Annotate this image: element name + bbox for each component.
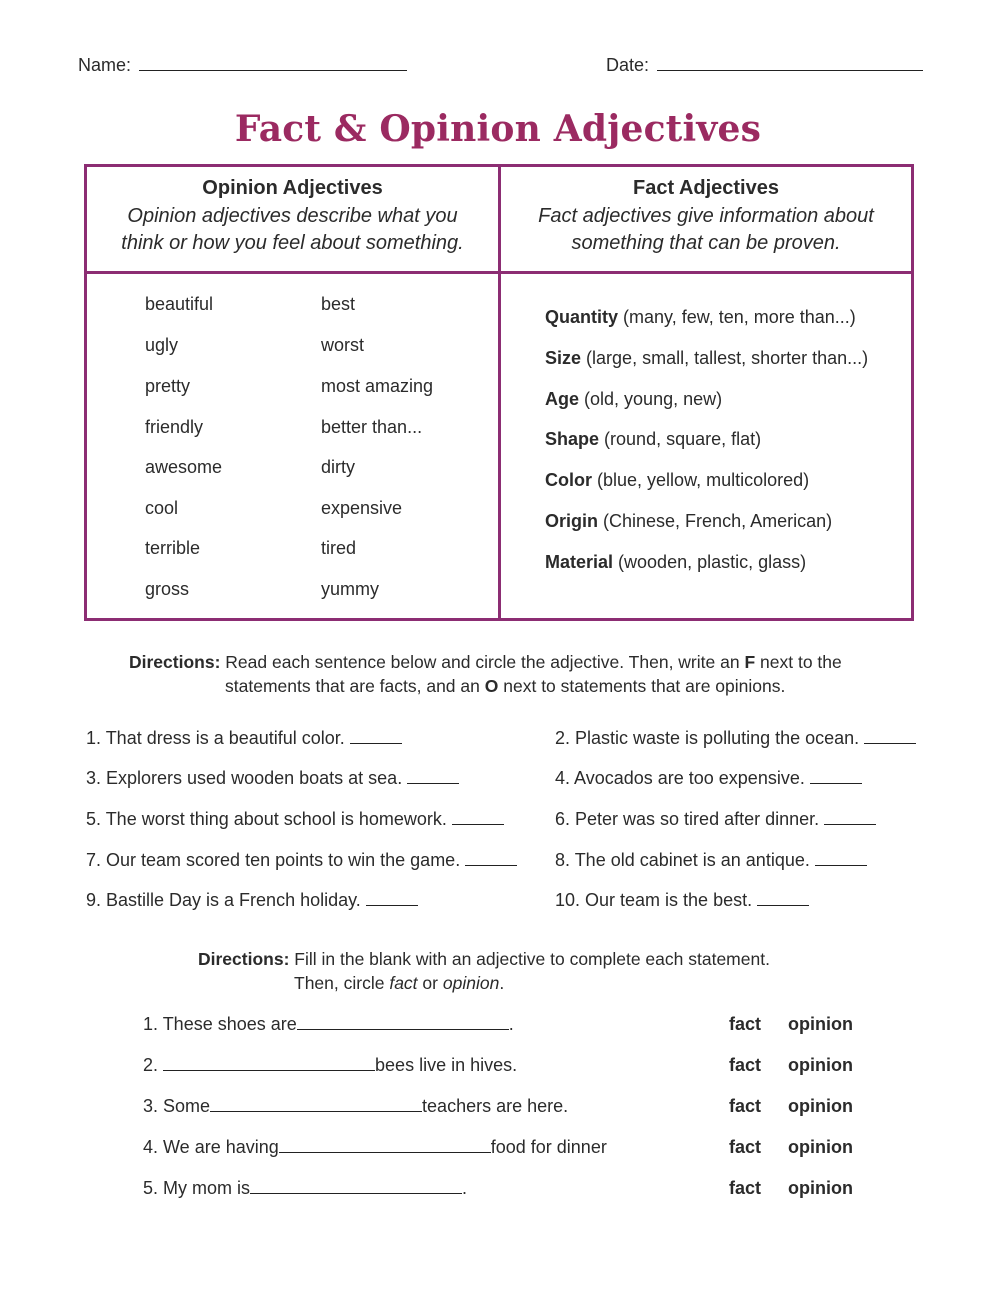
date-blank[interactable]: [657, 70, 923, 71]
fact-term: Age: [545, 389, 580, 409]
opinion-word: best: [321, 294, 356, 314]
fill-text: 4. We are having: [143, 1137, 279, 1157]
directions-1-text: next to statements that are opinions.: [503, 676, 786, 696]
opinion-desc-1: Opinion adjectives describe what you: [127, 205, 458, 227]
opinion-word: ugly: [145, 335, 179, 355]
sentence-item: [555, 850, 867, 871]
fill-item: [143, 1178, 467, 1199]
opinion-word: awesome: [145, 457, 223, 477]
fill-text: food for dinner: [490, 1137, 607, 1157]
fact-term: Material: [545, 552, 614, 572]
directions-2-opinion: opinion: [442, 973, 500, 993]
sentence-item: [555, 809, 876, 830]
fill-text: 1. These shoes are: [143, 1014, 297, 1034]
sentence-item: [555, 768, 862, 789]
opinion-word: gross: [145, 579, 190, 599]
fact-term: Size: [545, 348, 582, 368]
fact-item: [545, 470, 809, 491]
sentence-item: [86, 768, 459, 789]
table-horizontal-divider: [87, 271, 911, 274]
opinion-word: worst: [321, 335, 365, 355]
name-blank[interactable]: [139, 70, 407, 71]
directions-2-text: .: [499, 973, 505, 993]
opinion-word: dirty: [321, 457, 356, 477]
answer-blank[interactable]: [350, 743, 402, 744]
choice-opinion[interactable]: opinion: [788, 1137, 853, 1157]
fact-term: Color: [545, 470, 592, 490]
sentence-text: 6. Peter was so tired after dinner.: [555, 809, 820, 829]
fill-blank[interactable]: [210, 1111, 422, 1112]
fill-item: [143, 1137, 607, 1158]
directions-2-label: Directions:: [198, 949, 290, 969]
opinion-header: [87, 177, 498, 257]
choice-opinion[interactable]: opinion: [788, 1178, 853, 1198]
date-field[interactable]: [606, 55, 923, 76]
directions-2-line-1: [198, 947, 898, 971]
fact-examples: (old, young, new): [584, 389, 723, 409]
fact-desc-2: something that can be proven.: [571, 232, 841, 254]
sentence-text: 3. Explorers used wooden boats at sea.: [86, 768, 403, 788]
sentence-text: 8. The old cabinet is an antique.: [555, 850, 810, 870]
name-field[interactable]: [78, 55, 407, 76]
sentence-text: 9. Bastille Day is a French holiday.: [86, 890, 361, 910]
directions-1-o: O: [484, 676, 499, 696]
fact-examples: (Chinese, French, American): [603, 511, 833, 531]
fact-term: Quantity: [545, 307, 619, 327]
fill-text: .: [462, 1178, 468, 1198]
sentence-item: [555, 728, 916, 749]
answer-blank[interactable]: [366, 905, 418, 906]
sentence-text: 7. Our team scored ten points to win the game.: [86, 850, 461, 870]
opinion-word: cool: [145, 498, 179, 518]
opinion-word: expensive: [321, 498, 403, 518]
opinion-word: tired: [321, 538, 357, 558]
sentence-text: 4. Avocados are too expensive.: [555, 768, 805, 788]
opinion-word: yummy: [321, 579, 379, 599]
fact-term: Origin: [545, 511, 598, 531]
directions-1-text: next to the: [760, 652, 842, 672]
fill-text: 5. My mom is: [143, 1178, 251, 1198]
choice-opinion[interactable]: opinion: [788, 1096, 853, 1116]
answer-blank[interactable]: [407, 783, 459, 784]
sentence-text: 2. Plastic waste is polluting the ocean.: [555, 728, 860, 748]
directions-2-text: or: [422, 973, 438, 993]
opinion-word: most amazing: [321, 376, 434, 396]
directions-1: [129, 650, 889, 698]
fact-examples: (blue, yellow, multicolored): [597, 470, 810, 490]
fact-heading: Fact Adjectives: [633, 177, 779, 199]
answer-blank[interactable]: [452, 824, 504, 825]
choice-opinion[interactable]: opinion: [788, 1055, 853, 1075]
directions-2-fact: fact: [389, 973, 418, 993]
fact-examples: (round, square, flat): [604, 429, 762, 449]
directions-1-text: statements that are facts, and an: [225, 676, 480, 696]
fact-term: Shape: [545, 429, 600, 449]
answer-blank[interactable]: [465, 865, 517, 866]
fill-item: [143, 1014, 514, 1035]
directions-1-label: Directions:: [129, 652, 221, 672]
fill-blank[interactable]: [279, 1152, 491, 1153]
fact-examples: (many, few, ten, more than...): [623, 307, 856, 327]
sentence-item: [86, 809, 504, 830]
fill-text: 2.: [143, 1055, 159, 1075]
fact-examples: (wooden, plastic, glass): [618, 552, 807, 572]
name-label: Name:: [78, 55, 132, 75]
opinion-heading: Opinion Adjectives: [202, 177, 383, 199]
choice-fact[interactable]: fact: [729, 1178, 762, 1198]
directions-2-line-2: [198, 971, 898, 995]
directions-1-line-1: [129, 650, 889, 674]
fill-item: [143, 1055, 517, 1076]
directions-2-text: Then, circle: [294, 973, 385, 993]
sentence-item: [86, 728, 402, 749]
fact-item: [545, 348, 868, 369]
answer-blank[interactable]: [810, 783, 862, 784]
fill-blank[interactable]: [163, 1070, 375, 1071]
opinion-word: pretty: [145, 376, 191, 396]
answer-blank[interactable]: [757, 905, 809, 906]
choice-fact[interactable]: fact: [729, 1137, 762, 1157]
answer-blank[interactable]: [824, 824, 876, 825]
opinion-word: terrible: [145, 538, 201, 558]
directions-2: [198, 947, 898, 995]
sentence-text: 1. That dress is a beautiful color.: [86, 728, 345, 748]
adjective-table: [84, 164, 914, 621]
choice-fact[interactable]: fact: [729, 1014, 762, 1034]
opinion-word: better than...: [321, 417, 423, 437]
fill-blank[interactable]: [297, 1029, 509, 1030]
sentence-text: 10. Our team is the best.: [555, 890, 753, 910]
fill-text: teachers are here.: [422, 1096, 569, 1116]
answer-blank[interactable]: [864, 743, 916, 744]
fact-desc-1: Fact adjectives give information about: [538, 205, 874, 227]
sentence-item: [86, 850, 517, 871]
choice-fact[interactable]: fact: [729, 1096, 762, 1116]
page-title: Fact & Opinion Adjectives: [234, 108, 762, 150]
directions-1-line-2: [129, 674, 889, 698]
opinion-desc-2: think or how you feel about something.: [121, 232, 464, 254]
fill-blank[interactable]: [250, 1193, 462, 1194]
sentence-item: [555, 890, 809, 911]
fact-header: [501, 177, 911, 257]
fact-item: [545, 511, 832, 532]
directions-2-text: Fill in the blank with an adjective to complete each statement.: [294, 949, 770, 969]
sentence-text: 5. The worst thing about school is homework.: [86, 809, 447, 829]
fact-item: [545, 552, 806, 573]
fill-item: [143, 1096, 568, 1117]
opinion-word: beautiful: [145, 294, 214, 314]
directions-1-text: Read each sentence below and circle the adjective. Then, write an: [225, 652, 740, 672]
choice-opinion[interactable]: opinion: [788, 1014, 853, 1034]
directions-1-f: F: [744, 652, 756, 672]
fact-item: [545, 389, 722, 410]
choice-fact[interactable]: fact: [729, 1055, 762, 1075]
fact-examples: (large, small, tallest, shorter than...): [586, 348, 869, 368]
fill-text: 3. Some: [143, 1096, 211, 1116]
opinion-word: friendly: [145, 417, 204, 437]
fact-item: [545, 429, 761, 450]
answer-blank[interactable]: [815, 865, 867, 866]
fact-item: [545, 307, 856, 328]
fill-text: bees live in hives.: [375, 1055, 518, 1075]
date-label: Date:: [606, 55, 650, 75]
fill-text: .: [508, 1014, 514, 1034]
sentence-item: [86, 890, 418, 911]
